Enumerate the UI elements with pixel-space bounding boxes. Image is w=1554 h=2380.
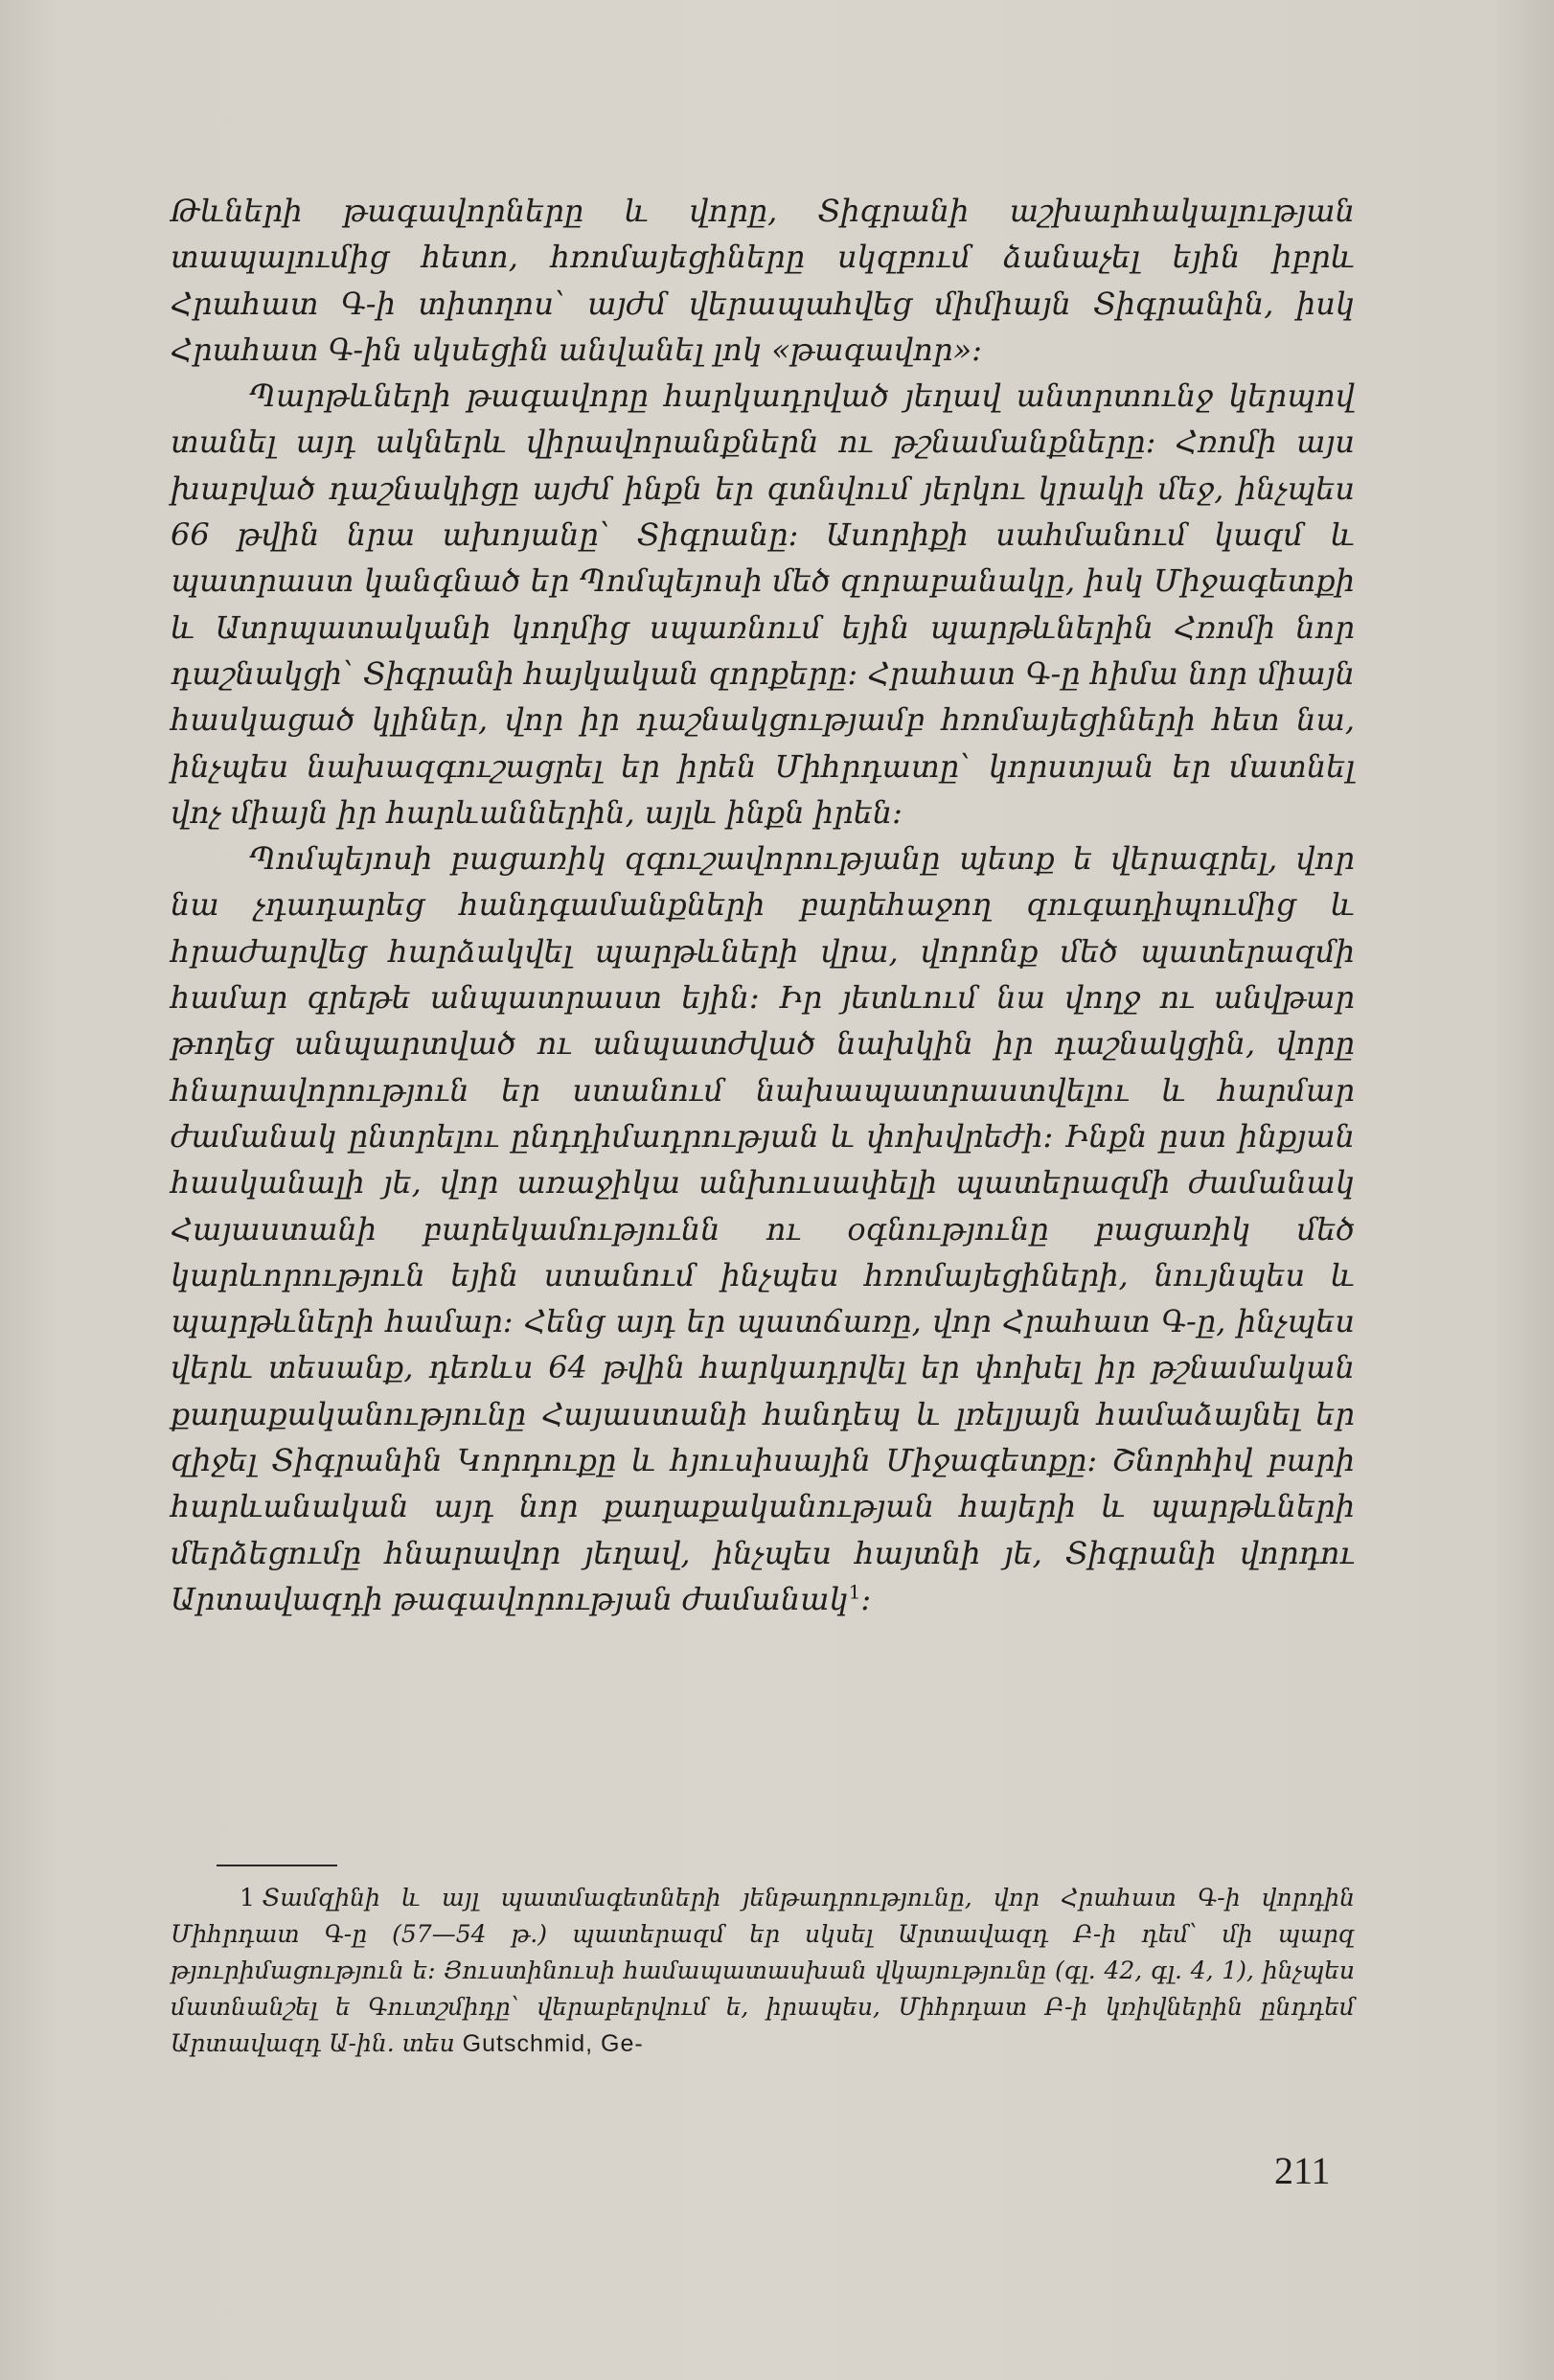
footnote xyxy=(171,1880,1355,2062)
paragraph-3-text: Պոմպեյոսի բացառիկ զգուշավորությանը պետք ե վերագրել, վոր նա չդադարեց հանդգամանքների բարեհաջող զուգադիպումից և հրաժարվեց հարձակվել պարթևների վրա, վորոնք մեծ պատերազմի համար գրեթե անպատրաստ եյին: Իր յետևում նա վողջ ու անվթար թողեց անպարտված ու անպատժված նախկին իր դաշնակցին, վորը հնարավորություն եր ստանում նախապատրաստվելու և հարմար ժամանակ ընտրելու ընդդիմադրության և փոխվրեժի: Ինքն ըստ ինքյան հասկանալի յե, վոր առաջիկա անխուսափելի պատերազմի ժամանակ Հայաստանի բարեկամությունն ու օգնությունը բացառիկ մեծ կարևորություն եյին ստանում ինչպես հռոմայեցիների, նույնպես և պարթևների համար: Հենց այդ եր պատճառը, վոր Հրահատ Գ-ը, ինչպես վերև տեսանք, դեռևս 64 թվին հարկադրվել եր փոխել իր թշնամական քաղաքականությունը Հայաստանի հանդեպ և լռելյայն համաձայնել եր զիջել Տիգրանին Կորդուքը և հյուսիսային Միջագետքը: Շնորհիվ բարի հարևանական այդ նոր քաղաքականության հայերի և պարթևների մերձեցումը հնարավոր յեղավ, ինչպես հայտնի յե, Տիգրանի վորդու Արտավազդի թագավորության ժամանակ xyxy=(171,840,1355,1617)
footnote-number: 1 xyxy=(240,1884,255,1911)
main-text xyxy=(171,188,1355,1622)
footnote-divider xyxy=(217,1865,337,1866)
paragraph-1-text: Թևների թագավորները և վորը, Տիգրանի աշխարհակալության տապալումից հետո, հռոմայեցիները սկզբում ձանաչել եյին իբրև Հրահատ Գ-ի տիտղոս՝ այժմ վերապահվեց միմիայն Տիգրանին, իսկ Հրահատ Գ-ին սկսեցին անվանել լոկ «թագավոր»: xyxy=(171,193,1355,368)
paragraph-2 xyxy=(171,373,1355,835)
page-number: 211 xyxy=(1274,2149,1331,2192)
paragraph-1 xyxy=(171,188,1355,373)
footnote-reference: 1 xyxy=(848,1580,861,1604)
paragraph-3-end: : xyxy=(860,1580,872,1617)
paragraph-2-text: Պարթևների թագավորը հարկադրված յեղավ անտրտունջ կերպով տանել այդ ակներև վիրավորանքներն ու թշնամանքները: Հռոմի այս խաբված դաշնակիցը այժմ ինքն եր գտնվում յերկու կրակի մեջ, ինչպես 66 թվին նրա ախոյանը՝ Տիգրանը: Ասորիքի սահմանում կազմ և պատրաստ կանգնած եր Պոմպեյոսի մեծ զորաբանակը, իսկ Միջագետքի և Ատրպատականի կողմից սպառնում եյին պարթևներին Հռոմի նոր դաշնակցի՝ Տիգրանի հայկական զորքերը: Հրահատ Գ-ը հիմա նոր միայն հասկացած կլիներ, վոր իր դաշնակցությամբ հռոմայեցիների հետ նա, ինչպես նախազգուշացրել եր իրեն Միհրդատը՝ կորստյան եր մատնել վոչ միայն իր հարևաններին, այլև ինքն իրեն: xyxy=(171,378,1355,831)
paragraph-3 xyxy=(171,835,1355,1622)
footnote-latin-citation: Gutschmid, Ge- xyxy=(462,2030,644,2057)
footnote-text: Տամզինի և այլ պատմագետների յենթադրությունը, վոր Հրահատ Գ-ի վորդին Միհրդատ Գ-ը (57—54 թ.) պատերազմ եր սկսել Արտավազդ Բ-ի դեմ՝ մի պարզ թյուրիմացություն ե: Յուստինուսի համապատասխան վկայությունը (գլ. 42, գլ. 4, 1), ինչպես մատնանշել ե Գուտշմիդը՝ վերաբերվում ե, իրապես, Միհրդատ Բ-ի կռիվներին ընդդեմ Արտավազդ Ա-ին. տես xyxy=(171,1884,1355,2057)
